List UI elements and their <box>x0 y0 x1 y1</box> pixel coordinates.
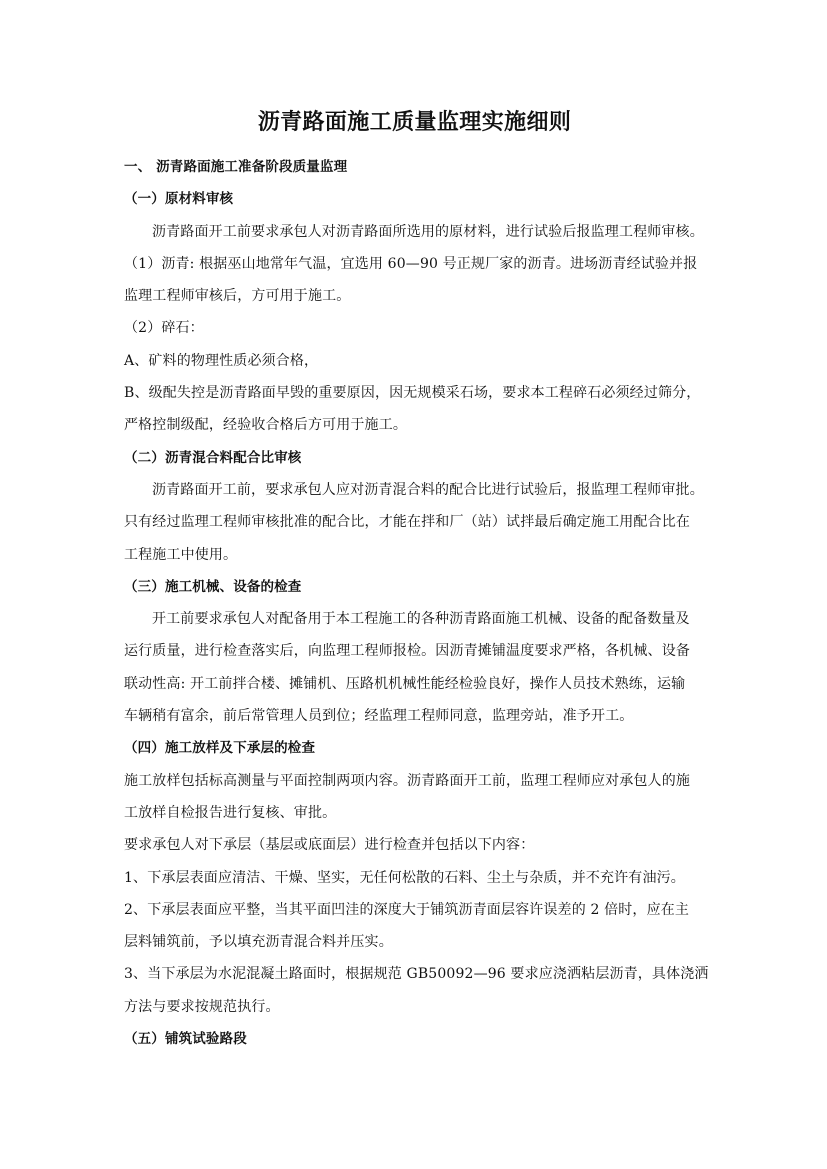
paragraph-line: 运行质量，进行检查落实后，向监理工程师报检。因沥青摊铺温度要求严格，各机械、设备 <box>124 643 690 660</box>
paragraph-line: 工放样自检报告进行复核、审批。 <box>124 804 337 821</box>
paragraph-line: 沥青路面开工前，要求承包人应对沥青混合料的配合比进行试验后，报监理工程师审批。 <box>152 481 704 498</box>
paragraph-line: 方法与要求按规范执行。 <box>124 998 280 1015</box>
paragraph-line: 3、当下承层为水泥混凝土路面时，根据规范 GB50092—96 要求应浇洒粘层沥青，具体浇洒 <box>124 966 709 983</box>
document-title: 沥青路面施工质量监理实施细则 <box>257 109 572 135</box>
section-heading-1: 一、 沥青路面施工准备阶段质量监理 <box>124 159 348 175</box>
paragraph-line: 施工放样包括标高测量与平面控制两项内容。沥青路面开工前，监理工程师应对承包人的施 <box>124 772 690 789</box>
paragraph-line: A、矿料的物理性质必须合格， <box>124 352 319 369</box>
subsection-heading-machinery-check: （三）施工机械、设备的检查 <box>124 578 302 595</box>
paragraph-line: （1）沥青: 根据巫山地常年气温，宜选用 60—90 号正规厂家的沥青。进场沥青经试验并报 <box>124 255 698 272</box>
paragraph-line: 沥青路面开工前要求承包人对沥青路面所选用的原材料，进行试验后报监理工程师审核。 <box>152 223 704 240</box>
paragraph-line: 车辆稍有富余，前后常管理人员到位；经监理工程师同意，监理旁站，准予开工。 <box>124 708 634 725</box>
paragraph-line: 联动性高: 开工前拌合楼、摊铺机、压路机机械性能经检验良好，操作人员技术熟练，运输 <box>124 675 686 692</box>
paragraph-line: 开工前要求承包人对配备用于本工程施工的各种沥青路面施工机械、设备的配备数量及 <box>152 611 690 628</box>
paragraph-line: 1、下承层表面应清洁、干燥、坚实，无任何松散的石料、尘土与杂质，并不充许有油污。 <box>124 869 685 886</box>
subsection-heading-raw-materials: （一）原材料审核 <box>124 191 234 208</box>
paragraph-line: 工程施工中使用。 <box>124 546 238 563</box>
paragraph-line: B、级配失控是沥青路面早毁的重要原因，因无规模采石场，要求本工程碎石必须经过筛分， <box>124 385 701 402</box>
paragraph-line: 监理工程师审核后，方可用于施工。 <box>124 288 351 305</box>
subsection-heading-trial-section: （五）铺筑试验路段 <box>124 1031 247 1048</box>
paragraph-line: （2）碎石： <box>124 320 204 337</box>
paragraph-line: 只有经过监理工程师审核批准的配合比，才能在拌和厂（站）试拌最后确定施工用配合比在 <box>124 514 690 531</box>
document-body <box>124 151 709 1055</box>
paragraph-line: 严格控制级配，经验收合格后方可用于施工。 <box>124 417 407 434</box>
paragraph-line: 要求承包人对下承层（基层或底面层）进行检查并包括以下内容： <box>124 837 535 854</box>
paragraph-line: 层料铺筑前，予以填充沥青混合料并压实。 <box>124 934 393 951</box>
subsection-heading-layout-check: （四）施工放样及下承层的检查 <box>124 740 316 757</box>
paragraph-line: 2、下承层表面应平整，当其平面凹洼的深度大于铺筑沥青面层容许误差的 2 倍时，应在主 <box>124 901 690 918</box>
subsection-heading-mix-design: （二）沥青混合料配合比审核 <box>124 449 302 466</box>
